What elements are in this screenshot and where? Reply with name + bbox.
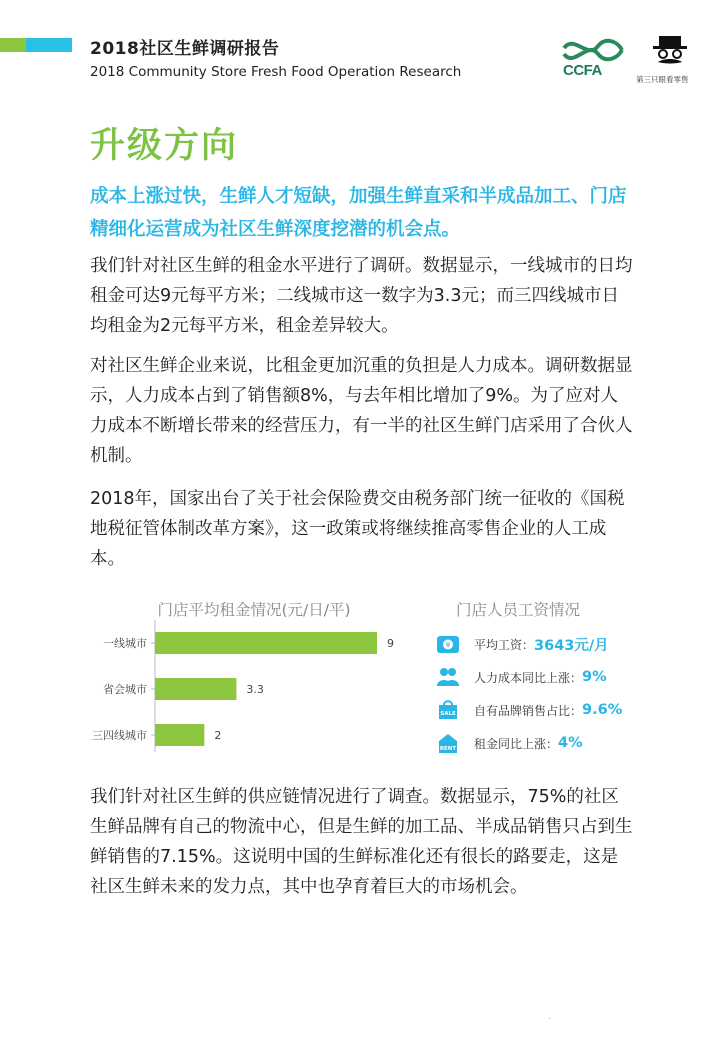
rent-house-icon [436, 732, 460, 754]
wage-value: 9% [582, 669, 607, 685]
lead-highlight: 成本上涨过快，生鲜人才短缺，加强生鲜直采和半成品加工、门店精细化运营成为社区生鲜深度挖潜的机会点。 [90, 186, 627, 240]
paragraph-labor-cost: 对社区生鲜企业来说，比租金更加沉重的负担是人力成本。调研数据显示，人力成本占到了销售额8%，与去年相比增加了9%。为了应对人力成本不断增长带来的经营压力，有一半的社区生鲜门店采用了合伙人机制。 [90, 356, 633, 466]
chart-bar [155, 678, 236, 700]
header-accent-green [0, 38, 26, 52]
header-accent-cyan [26, 38, 72, 52]
chart-value-label: 3.3 [246, 683, 264, 696]
paragraph-policy: 2018年，国家出台了关于社会保险费交由税务部门统一征收的《国税地税征管体制改革方案》，这一政策或将继续推高零售企业的人工成本。 [90, 489, 625, 569]
chart-value-label: 9 [387, 637, 394, 650]
wage-value: 9.6% [582, 702, 623, 718]
wage-item-own-brand [436, 697, 622, 723]
people-icon [436, 666, 460, 688]
wage-panel-title: 门店人员工资情况 [456, 601, 581, 619]
ccfa-logo-text: CCFA [563, 62, 602, 79]
paragraph-rent: 我们针对社区生鲜的租金水平进行了调研。数据显示，一线城市的日均租金可达9元每平方米；二线城市这一数字为3.3元；而三四线城市日均租金为2元每平方米，租金差异较大。 [90, 256, 633, 336]
report-title: 2018社区生鲜调研报告 [90, 39, 280, 59]
page-dot: · [548, 1014, 552, 1025]
rent-bar-chart [60, 618, 420, 758]
chart-bar [155, 632, 377, 654]
paragraph-supply-chain: 我们针对社区生鲜的供应链情况进行了调查。数据显示，75%的社区生鲜品牌有自己的物流中心，但是生鲜的加工品、半成品销售只占到生鲜销售的7.15%。这说明中国的生鲜标准化还有很长的路要走，这是社区生鲜未来的发力点，其中也孕育着巨大的市场机会。 [90, 787, 633, 897]
wage-value: 4% [558, 735, 583, 751]
chart-bar [155, 724, 204, 746]
wallet-icon [436, 633, 460, 655]
wage-label: 租金同比上涨： [474, 736, 559, 751]
wage-label: 自有品牌销售占比： [474, 703, 583, 718]
chart-value-label: 2 [214, 729, 222, 742]
third-eye-logo-text: 第三只眼看零售 [636, 75, 689, 84]
section-title: 升级方向 [90, 126, 239, 166]
wage-label: 人力成本同比上涨： [474, 670, 583, 685]
sale-tag-icon [436, 699, 460, 721]
wage-item-average [436, 631, 609, 657]
report-subtitle: 2018 Community Store Fresh Food Operation Research [90, 64, 462, 80]
chart-category-label: 一线城市 [103, 637, 147, 650]
chart-category-label: 三四线城市 [92, 729, 147, 742]
chart-title: 门店平均租金情况(元/日/平) [157, 601, 351, 619]
wage-item-rent [436, 730, 583, 756]
wage-item-labor-cost [436, 664, 607, 690]
chart-category-label: 省会城市 [103, 683, 147, 696]
wage-value: 3643元/月 [534, 637, 609, 654]
svg-text:RENT: RENT [439, 746, 457, 752]
svg-text:SALE: SALE [440, 711, 456, 717]
wage-label: 平均工资： [474, 637, 535, 652]
svg-text:¥: ¥ [445, 640, 451, 650]
